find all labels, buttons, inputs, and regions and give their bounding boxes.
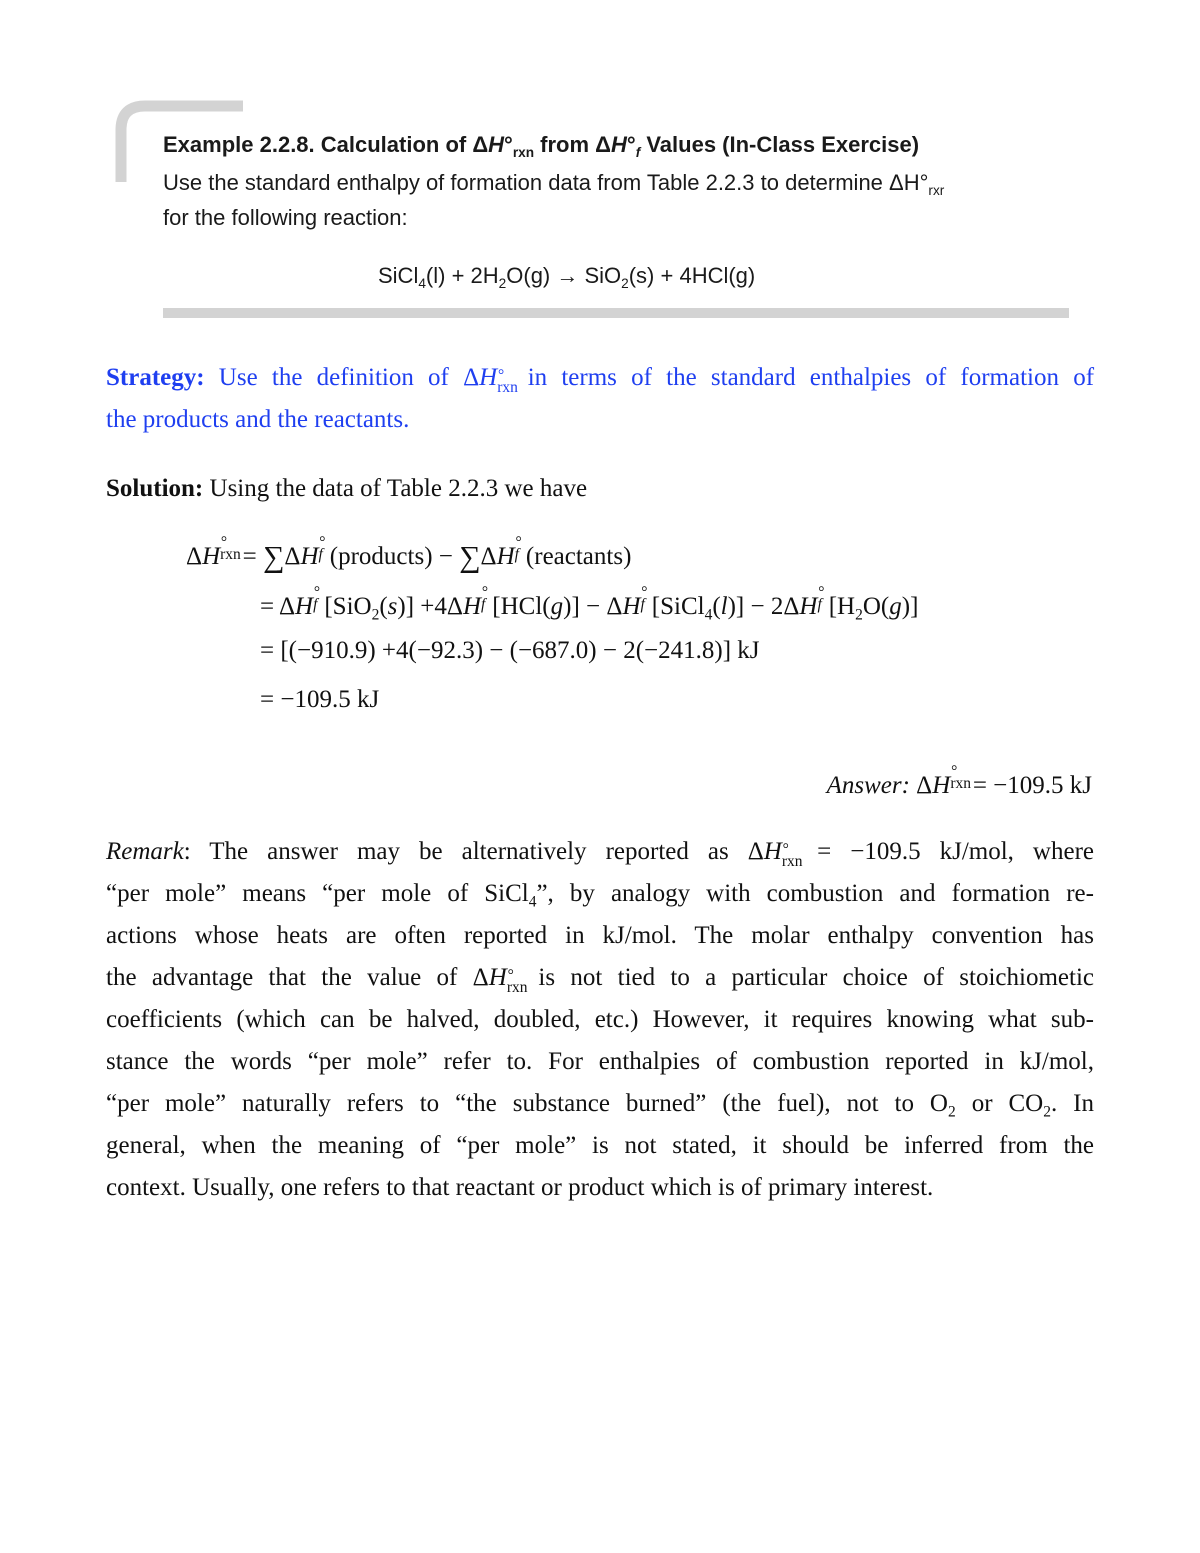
- example-title: Example 2.2.8. Calculation of $\Delta H^\circ_{rxn}$ from $\Delta H^\circ_f$ Values (In-Class Exercise): [163, 132, 920, 160]
- remark-line9: context. Usually, one refers to that reactant or product which is of primary interest.: [106, 1174, 934, 1201]
- remark-line7: “per mole” naturally refers to “the substance burned” (the fuel), not to $O_2$ or $CO_2$. In: [106, 1090, 1095, 1121]
- remark-line2: “per mole” means “per mole of SiCl$_4$”, by analogy with combustion and formation re-: [106, 880, 1094, 911]
- remark-line4: the advantage that the value of ΔH ° rxn is not tied to a particular choice of stoichiometic: [106, 964, 1094, 996]
- example-instruction-line1: Use the standard enthalpy of formation data from Table 2.2.3 to determine $\Delta H^\circ_{rxr}$: [163, 170, 945, 198]
- box-bottom-rule: [163, 308, 1069, 318]
- equation-line1: ΔH ° rxn = ∑ΔH ° f (products) − ∑ΔH ° f (reactants): [186, 533, 632, 574]
- example-instruction-line2: for the following reaction:: [163, 205, 408, 230]
- remark-line1: Remark: The answer may be alternatively reported as ΔH ° rxn = −109.5 kJ/mol, where: [106, 838, 1095, 870]
- reaction-equation: SiCl$_4$(l) + $2H_2O(g) \to SiO_2(s) + 4HCl(g)$: [378, 263, 756, 291]
- solution-line: Solution: Using the data of Table 2.2.3 we have: [106, 475, 588, 502]
- strategy-line1: Strategy: Use the definition of ΔH ° rxn in terms of the standard enthalpies of formation of: [106, 364, 1095, 396]
- remark-line8: general, when the meaning of “per mole” is not stated, it should be inferred from the: [106, 1132, 1094, 1159]
- strategy-line2: the products and the reactants.: [106, 406, 410, 433]
- equation-line3: = [(−910.9) +4(−92.3) − (−687.0) − 2(−241.8)] kJ: [260, 637, 760, 664]
- remark-line3: actions whose heats are often reported in kJ/mol. The molar enthalpy convention has: [106, 922, 1094, 949]
- equation-line4: = −109.5 kJ: [260, 686, 380, 713]
- answer-line: Answer: ΔH ° rxn = −109.5 kJ: [826, 762, 1092, 799]
- remark-line6: stance the words “per mole” refer to. For enthalpies of combustion reported in kJ/mol,: [106, 1048, 1094, 1075]
- remark-line5: coefficients (which can be halved, doubled, etc.) However, it requires knowing what sub-: [106, 1006, 1094, 1033]
- equation-line2: = ΔH ° f [SiO$_2$(s)] +4ΔH ° f [HCl(g)] − ΔH ° f [SiCl$_4$(l)] − 2ΔH ° f $[H_2O(g)]$: [260, 583, 919, 624]
